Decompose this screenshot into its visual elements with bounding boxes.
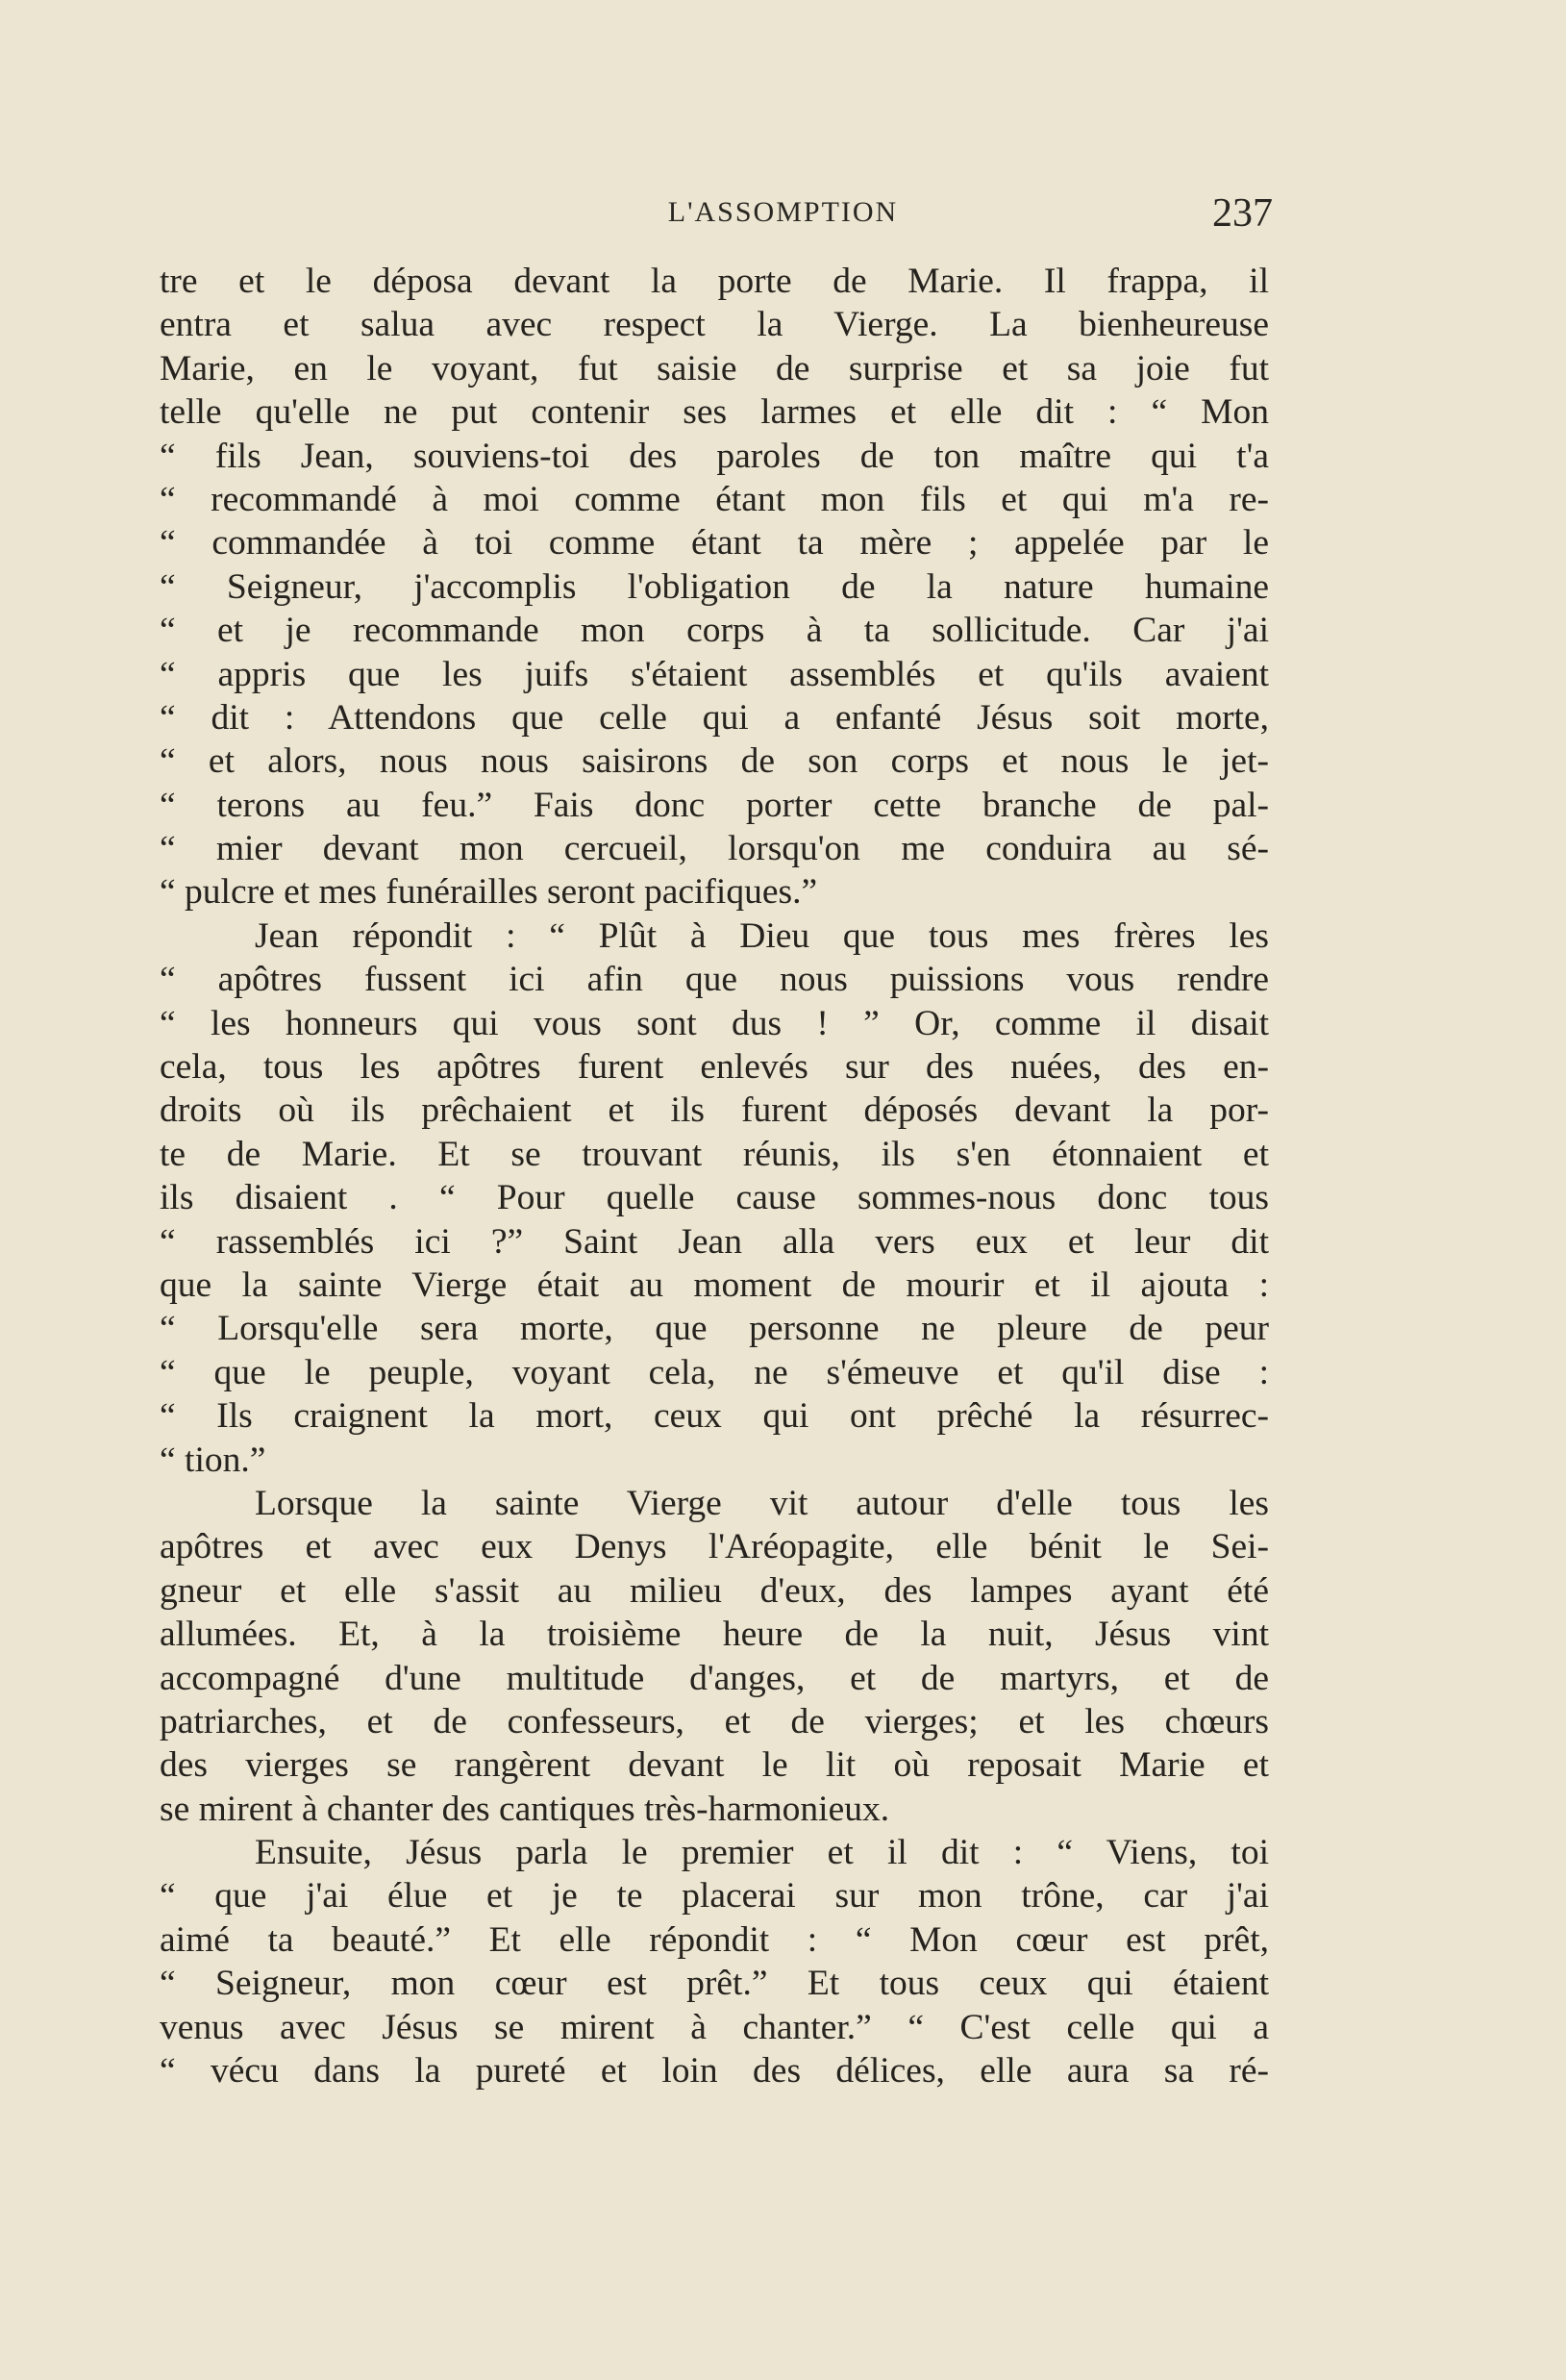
text-line: “ terons au feu.” Fais donc porter cette branche de pal- [160,785,1269,825]
text-line: “ recommandé à moi comme étant mon fils et qui m'a re- [160,479,1269,519]
text-line: “ que j'ai élue et je te placerai sur mon trône, car j'ai [160,1876,1269,1917]
text-line: “ vécu dans la pureté et loin des délices, elle aura sa ré- [160,2051,1269,2092]
text-line: “ Seigneur, mon cœur est prêt.” Et tous ceux qui étaient [160,1964,1269,2004]
text-line: se mirent à chanter des cantiques très-harmonieux. [160,1789,890,1829]
text-line: Lorsque la sainte Vierge vit autour d'elle tous les [255,1483,1269,1523]
text-line: ils disaient . “ Pour quelle cause sommes-nous donc tous [160,1178,1269,1218]
text-line: “ apôtres fussent ici afin que nous puissions vous rendre [160,960,1269,1000]
text-line: “ appris que les juifs s'étaient assemblés et qu'ils avaient [160,654,1269,694]
paragraph [160,914,1269,1482]
text-line: “ que le peuple, voyant cela, ne s'émeuve et qu'il dise : [160,1352,1269,1392]
text-line: “ et alors, nous nous saisirons de son corps et nous le jet- [160,741,1269,782]
text-line: “ et je recommande mon corps à ta sollicitude. Car j'ai [160,611,1269,651]
text-line: “ les honneurs qui vous sont dus ! ” Or, comme il disait [160,1003,1269,1043]
text-line: patriarches, et de confesseurs, et de vierges; et les chœurs [160,1701,1269,1741]
page-number: 237 [1212,191,1273,236]
paragraph [160,1831,1269,2092]
text-line: accompagné d'une multitude d'anges, et de martyrs, et de [160,1658,1269,1698]
text-line: droits où ils prêchaient et ils furent déposés devant la por- [160,1090,1269,1131]
text-line: “ pulcre et mes funérailles seront pacifiques.” [160,872,818,913]
text-line: “ Lorsqu'elle sera morte, que personne ne pleure de peur [160,1309,1269,1349]
text-line: te de Marie. Et se trouvant réunis, ils s'en étonnaient et [160,1134,1269,1174]
text-line: “ mier devant mon cercueil, lorsqu'on me conduira au sé- [160,829,1269,869]
paragraph [160,260,1269,914]
text-line: Marie, en le voyant, fut saisie de surprise et sa joie fut [160,348,1269,388]
text-line: “ dit : Attendons que celle qui a enfanté Jésus soit morte, [160,697,1269,738]
running-title: L'ASSOMPTION [667,196,899,228]
text-line: venus avec Jésus se mirent à chanter.” “ C'est celle qui a [160,2007,1269,2047]
text-line: tre et le déposa devant la porte de Marie. Il frappa, il [160,262,1269,301]
text-line: Jean répondit : “ Plût à Dieu que tous mes frères les [255,915,1269,956]
text-line: “ tion.” [160,1440,266,1480]
text-line: des vierges se rangèrent devant le lit où reposait Marie et [160,1745,1269,1786]
text-line: “ rassemblés ici ?” Saint Jean alla vers eux et leur dit [160,1221,1269,1262]
text-line: entra et salua avec respect la Vierge. La bienheureuse [160,305,1269,345]
text-line: Ensuite, Jésus parla le premier et il dit : “ Viens, toi [255,1833,1269,1873]
text-line: que la sainte Vierge était au moment de mourir et il ajouta : [160,1265,1269,1305]
running-head [0,190,1566,238]
text-body [160,260,1269,2092]
text-line: aimé ta beauté.” Et elle répondit : “ Mon cœur est prêt, [160,1919,1269,1960]
text-line: telle qu'elle ne put contenir ses larmes et elle dit : “ Mon [160,392,1269,433]
paragraph [160,1482,1269,1831]
text-line: “ Seigneur, j'accomplis l'obligation de la nature humaine [160,566,1269,607]
text-line: apôtres et avec eux Denys l'Aréopagite, elle bénit le Sei- [160,1527,1269,1567]
text-line: gneur et elle s'assit au milieu d'eux, des lampes ayant été [160,1570,1269,1611]
text-line: cela, tous les apôtres furent enlevés sur des nuées, des en- [160,1047,1269,1088]
text-line: “ commandée à toi comme étant ta mère ; appelée par le [160,523,1269,564]
text-line: allumées. Et, à la troisième heure de la nuit, Jésus vint [160,1615,1269,1655]
text-line: “ Ils craignent la mort, ceux qui ont prêché la résurrec- [160,1396,1269,1437]
text-line: “ fils Jean, souviens-toi des paroles de ton maître qui t'a [160,436,1269,476]
